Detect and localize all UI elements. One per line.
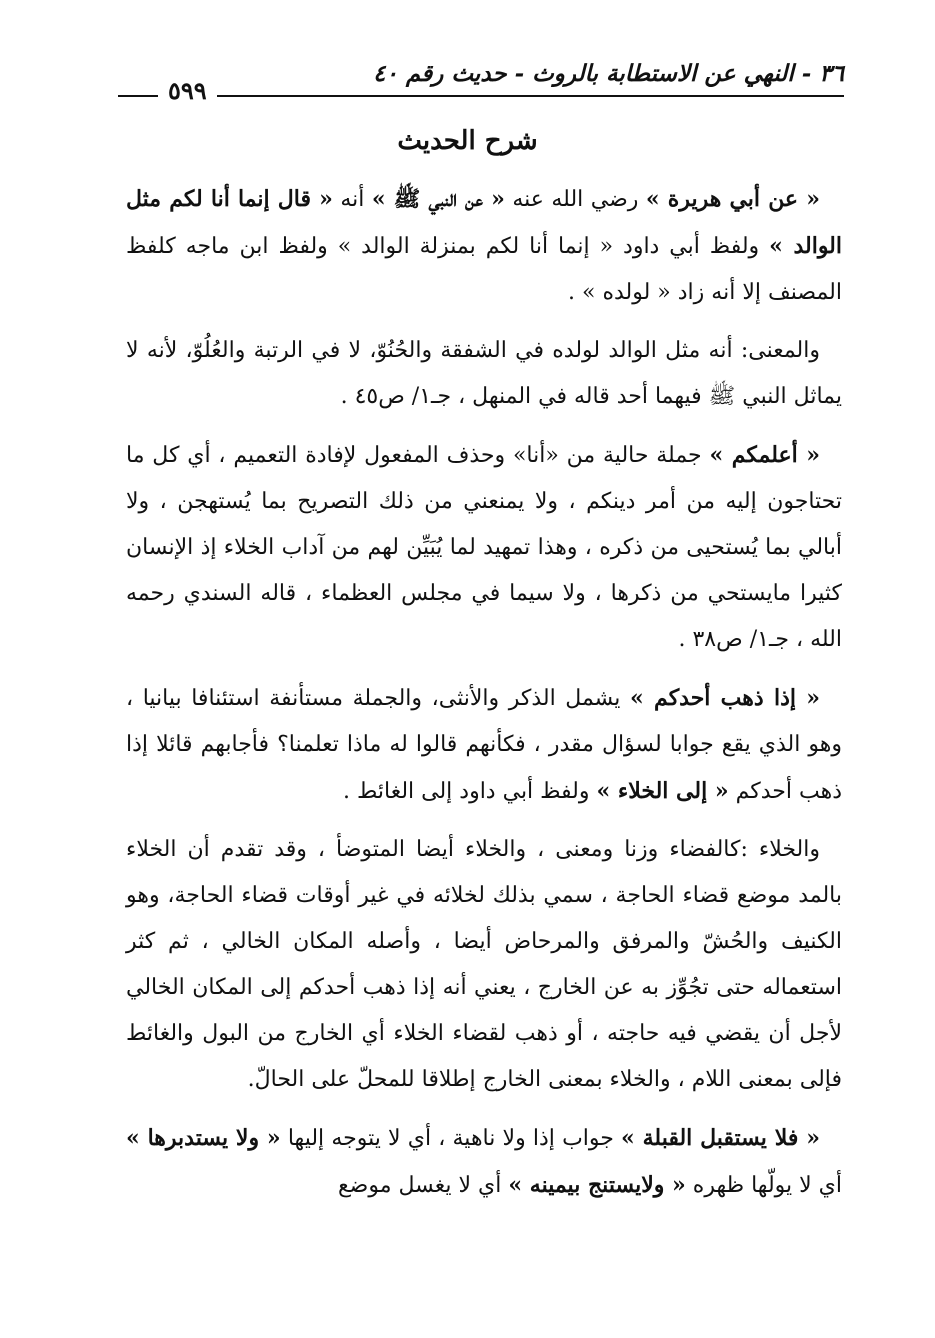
bold-quote: « ولايستنج بيمينه »	[508, 1172, 686, 1198]
bold-quote: « ولا يستدبرها »	[126, 1125, 281, 1151]
text-run: أي لا يولّها ظهره	[685, 1173, 842, 1198]
text-run: ولفظ أبي داود إلى الغائط .	[343, 779, 597, 804]
bold-quote: « عن أبي هريرة »	[645, 186, 820, 212]
text-run: يشمل الذكر والأنثى، والجملة مستأنفة استئنافا بيانيا ، وهو الذي يقع جوابا لسؤال مقدر ، فكأنهم قالوا له ماذا تعلمنا؟ فأجابهم قائلا إذا ذهب أحدكم	[126, 686, 842, 804]
text-run: والمعنى: أنه مثل الوالد لولده في الشفقة والحُنُوّ، لا في الرتبة والعُلُوّ، لأنه لا يماثل النبي ﷺ فيهما أحد قاله في المنهل ، جـ١/ ص٤٥ .	[126, 338, 842, 409]
text-run: والخلاء :كالفضاء وزنا ومعنى ، والخلاء أيضا المتوضأ ، وقد تقدم أن الخلاء بالمد موضع قضاء الحاجة ، سمي بذلك لخلائه في غير أوقات قضاء الحاجة، وهو الكنيف والحُشّ والمرفق والمرحاض أيضا ، وأصله المكان الخالي ، ثم كثر استعماله حتى تجُوِّز به عن الخارج ، يعني أنه إذا ذهب أحدكم إلى المكان الخالي لأجل أن يقضي فيه حاجته ، أو ذهب لقضاء الخلاء أي الخارج من البول والغائط فإلى بمعنى اللام ، والخلاء بمعنى الخارج إطلاقا للمحلّ على الحالّ.	[126, 837, 842, 1092]
paragraph	[126, 328, 842, 420]
section-title: شرح الحديث	[397, 126, 538, 156]
bold-quote: « فلا يستقبل القبلة »	[621, 1125, 820, 1151]
text-run: رضي الله عنه	[504, 187, 646, 212]
paragraph	[126, 1115, 842, 1209]
paragraph	[126, 675, 842, 815]
header-rule	[118, 95, 844, 97]
bold-quote: « عن النبي ﷺ »	[371, 186, 505, 212]
running-header	[118, 52, 844, 112]
text-run: أي لا يغسل موضع	[337, 1173, 509, 1198]
paragraph	[126, 176, 842, 316]
page-number: ٥٩٩	[158, 76, 217, 105]
bold-quote: « أعلمكم »	[709, 442, 820, 468]
text-run: جملة حالية من «أنا» وحذف المفعول لإفادة التعميم ، أي كل ما تحتاجون إليه من أمر دينكم ، ولا يمنعني من ذلك التصريح بما يُستهجن ، ولا أبالي بما يُستحيى من ذكره ، وهذا تمهيد لما يُبَيِّن لهم من آداب الخلاء إذ الإنسان كثيرا مايستحي من ذكرها ، ولا سيما في مجلس العظماء ، قاله السندي رحمه الله ، جـ١/ ص٣٨ .	[126, 443, 842, 652]
paragraph	[126, 432, 842, 663]
running-title: ٣٦ - النهي عن الاستطابة بالروث - حديث رقم ٤٠	[373, 60, 844, 87]
bold-quote: « إذا ذهب أحدكم »	[630, 685, 820, 711]
paragraph	[126, 827, 842, 1103]
text-run: جواب إذا ولا ناهية ، أي لا يتوجه إليها	[280, 1126, 622, 1151]
text-run: ولفظ أبي داود « إنما أنا لكم بمنزلة الوالد » ولفظ ابن ماجه كلفظ المصنف إلا أنه زاد « لولده » .	[126, 234, 842, 305]
commentary-body	[126, 176, 842, 1221]
text-run: أنه	[332, 187, 372, 212]
bold-quote: « قال إنما أنا لكم مثل الوالد »	[126, 186, 842, 259]
bold-quote: « إلى الخلاء »	[596, 778, 729, 804]
